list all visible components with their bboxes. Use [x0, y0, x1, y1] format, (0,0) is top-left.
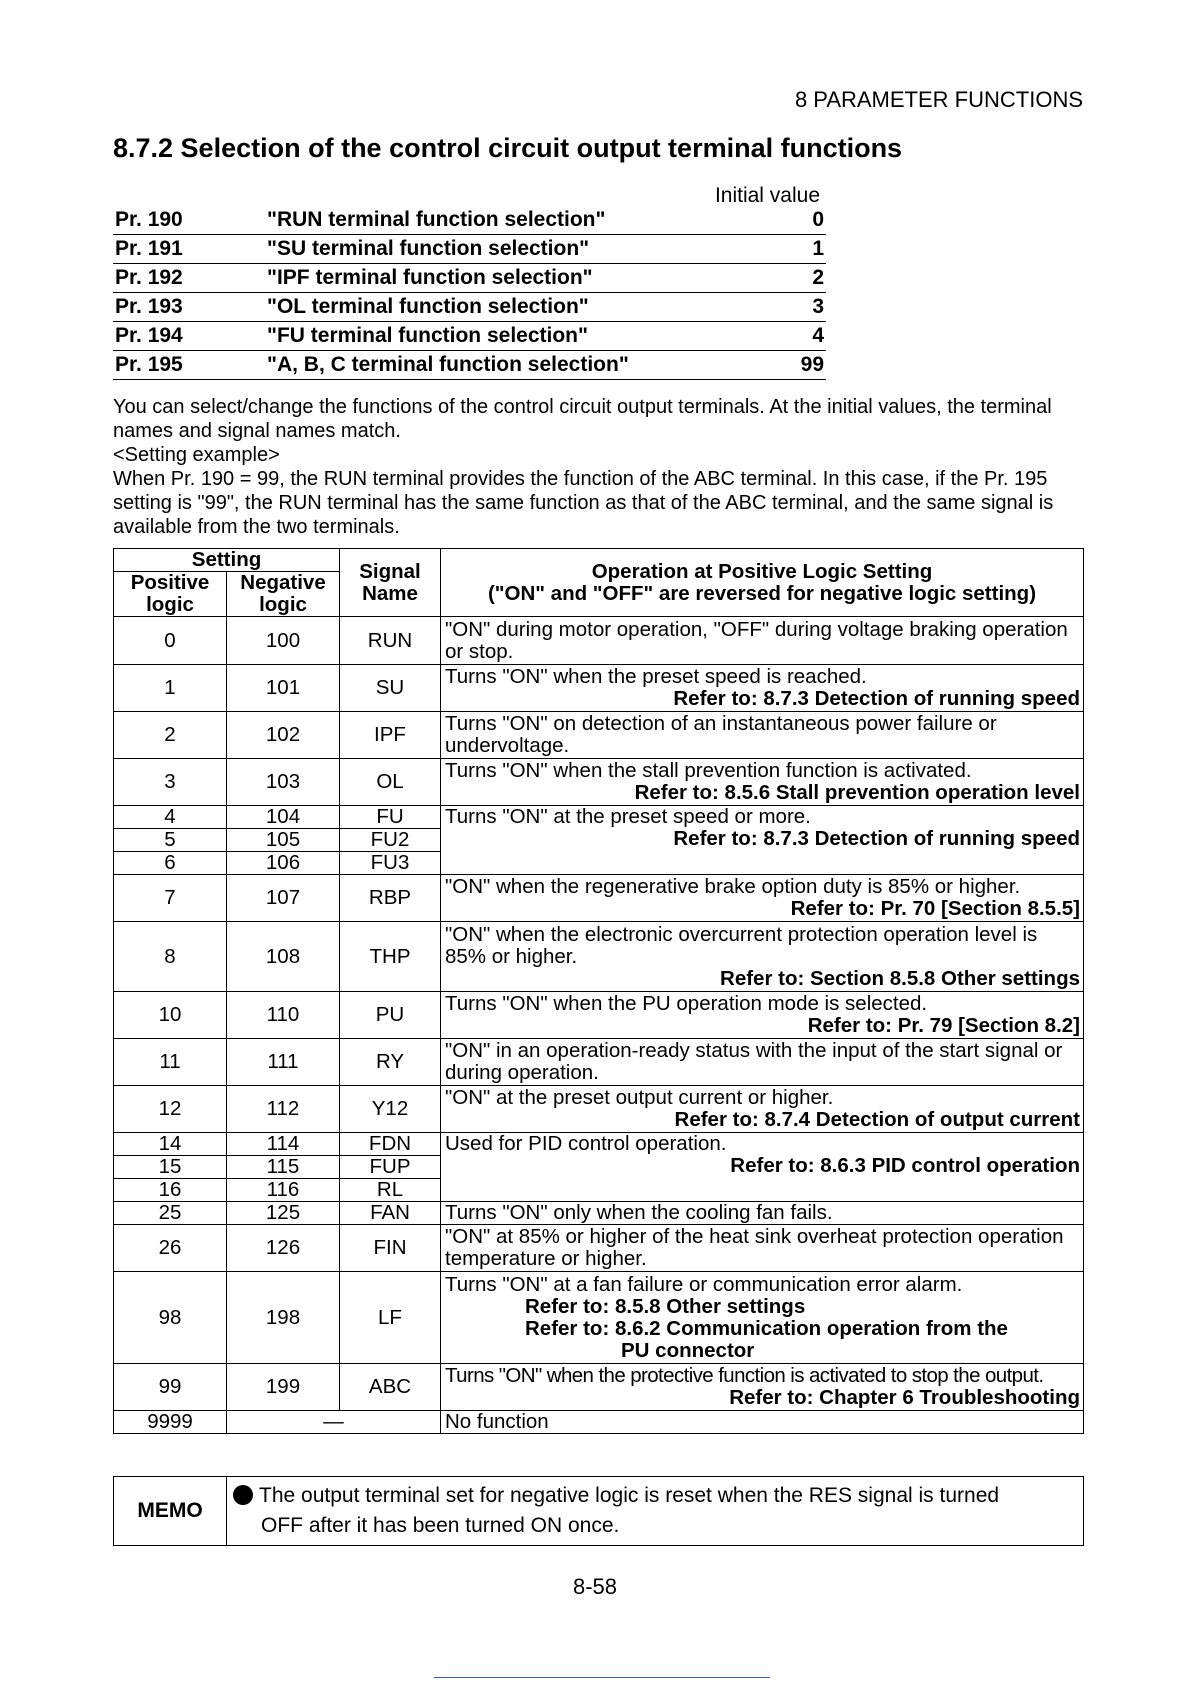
negative-value: 126 [227, 1225, 340, 1272]
param-number: Pr. 194 [113, 322, 265, 351]
operation-cell [441, 875, 1084, 922]
operation-description: Turns "ON" at a fan failure or communication error alarm. [445, 1272, 963, 1296]
operation-description: "ON" during motor operation, "OFF" during voltage braking operation or stop. [441, 617, 1084, 665]
negative-value: 199 [227, 1364, 340, 1411]
signal-name: IPF [340, 712, 441, 759]
signal-name: Y12 [340, 1086, 441, 1133]
reference-note: Refer to: 8.7.3 Detection of running speed [673, 827, 1080, 850]
operation-cell [441, 1272, 1084, 1364]
signal-name: RUN [340, 617, 441, 665]
positive-value: 0 [114, 617, 227, 665]
operation-header [441, 549, 1084, 617]
table-row [114, 1133, 1084, 1156]
signal-name: RBP [340, 875, 441, 922]
operation-cell [441, 1364, 1084, 1411]
page-number: 8-58 [572, 1574, 618, 1599]
setting-example-heading: <Setting example> [113, 444, 280, 466]
signal-name: ABC [340, 1364, 441, 1411]
negative-value: 102 [227, 712, 340, 759]
negative-value: 101 [227, 665, 340, 712]
operation-cell [441, 922, 1084, 992]
reference-note-continued: PU connector [621, 1338, 755, 1362]
function-table [113, 548, 1084, 1434]
signal-name: SU [340, 665, 441, 712]
operation-description: Turns "ON" when the PU operation mode is selected. [445, 992, 928, 1015]
table-row [114, 922, 1084, 992]
table-row [114, 712, 1084, 759]
negative-value: 115 [227, 1156, 340, 1179]
memo-box [113, 1476, 1084, 1546]
param-name: "A, B, C terminal function selection" [265, 351, 742, 380]
positive-logic-header: Positive logic [114, 572, 227, 617]
param-name: "IPF terminal function selection" [265, 264, 742, 293]
chapter-header: 8 PARAMETER FUNCTIONS [794, 87, 1083, 112]
table-row [114, 1364, 1084, 1411]
positive-value: 12 [114, 1086, 227, 1133]
operation-cell [441, 665, 1084, 712]
table-row [114, 1086, 1084, 1133]
positive-value: 8 [114, 922, 227, 992]
initial-value-label: Initial value [714, 184, 820, 207]
negative-logic-header: Negative logic [227, 572, 340, 617]
param-name: "FU terminal function selection" [265, 322, 742, 351]
footer-divider [434, 1677, 770, 1678]
operation-cell [441, 1086, 1084, 1133]
param-row [113, 206, 826, 235]
memo-content [227, 1477, 1084, 1546]
reference-note: Refer to: Pr. 79 [Section 8.2] [807, 1014, 1080, 1037]
parameter-list [113, 206, 826, 380]
table-row [114, 875, 1084, 922]
intro-paragraph: When Pr. 190 = 99, the RUN terminal provides the function of the ABC terminal. In this case, if the Pr. 195 setting is "99", the RUN terminal has the same function as that of the ABC terminal, and the same signal is available from the two terminals. [113, 468, 1054, 538]
intro-paragraph: You can select/change the functions of the control circuit output terminals. At the initial values, the terminal names and signal names match. [113, 396, 1052, 442]
table-row [114, 1225, 1084, 1272]
positive-value: 10 [114, 992, 227, 1039]
operation-description: Turns "ON" when the preset speed is reached. [445, 665, 867, 688]
negative-value: 100 [227, 617, 340, 665]
positive-value: 6 [114, 852, 227, 875]
reference-note: Refer to: Chapter 6 Troubleshooting [729, 1386, 1080, 1409]
operation-description: No function [441, 1411, 1084, 1434]
signal-name: RL [340, 1179, 441, 1202]
positive-value: 4 [114, 806, 227, 829]
negative-value: 114 [227, 1133, 340, 1156]
signal-name: FIN [340, 1225, 441, 1272]
intro-text [113, 395, 1093, 539]
bullet-icon [233, 1485, 253, 1505]
operation-description: "ON" in an operation-ready status with the input of the start signal or during operation. [441, 1039, 1084, 1086]
signal-name: FAN [340, 1202, 441, 1225]
operation-cell [441, 992, 1084, 1039]
param-initial-value: 1 [742, 235, 826, 264]
memo-text: The output terminal set for negative logic is reset when the RES signal is turned [259, 1484, 1000, 1507]
negative-value: 105 [227, 829, 340, 852]
positive-value: 15 [114, 1156, 227, 1179]
operation-description: Turns "ON" on detection of an instantaneous power failure or undervoltage. [441, 712, 1084, 759]
operation-description: Turns "ON" when the protective function is activated to stop the output. [445, 1364, 1044, 1387]
setting-header: Setting [114, 549, 340, 572]
operation-description: "ON" when the electronic overcurrent protection operation level is 85% or higher. [445, 922, 1038, 968]
signal-name: RY [340, 1039, 441, 1086]
param-row [113, 322, 826, 351]
param-number: Pr. 193 [113, 293, 265, 322]
signal-name: OL [340, 759, 441, 806]
table-row [114, 1039, 1084, 1086]
negative-value: 116 [227, 1179, 340, 1202]
positive-value: 9999 [114, 1411, 227, 1434]
table-row [114, 1202, 1084, 1225]
negative-value: 110 [227, 992, 340, 1039]
positive-value: 98 [114, 1272, 227, 1364]
param-name: "RUN terminal function selection" [265, 206, 742, 235]
positive-value: 5 [114, 829, 227, 852]
negative-value: 103 [227, 759, 340, 806]
operation-header-note: ("ON" and "OFF" are reversed for negative logic setting) [487, 581, 1037, 605]
operation-description: "ON" at 85% or higher of the heat sink overheat protection operation temperature or higher. [441, 1225, 1084, 1272]
param-name: "SU terminal function selection" [265, 235, 742, 264]
reference-note: Refer to: 8.7.4 Detection of output current [674, 1108, 1080, 1131]
positive-value: 16 [114, 1179, 227, 1202]
operation-description: Used for PID control operation. [445, 1132, 727, 1155]
signal-name-header: Signal Name [340, 549, 441, 617]
param-number: Pr. 192 [113, 264, 265, 293]
param-initial-value: 4 [742, 322, 826, 351]
positive-value: 7 [114, 875, 227, 922]
param-row [113, 293, 826, 322]
param-initial-value: 99 [742, 351, 826, 380]
param-initial-value: 3 [742, 293, 826, 322]
table-row [114, 806, 1084, 829]
param-initial-value: 0 [742, 206, 826, 235]
reference-note: Refer to: 8.5.8 Other settings [525, 1294, 806, 1318]
reference-note: Refer to: Section 8.5.8 Other settings [720, 966, 1080, 990]
reference-note: Refer to: 8.7.3 Detection of running speed [673, 687, 1080, 710]
table-row [114, 1272, 1084, 1364]
signal-name: LF [340, 1272, 441, 1364]
negative-value: 106 [227, 852, 340, 875]
param-row [113, 235, 826, 264]
signal-name: PU [340, 992, 441, 1039]
negative-value: 112 [227, 1086, 340, 1133]
signal-name: FU2 [340, 829, 441, 852]
signal-name: FU3 [340, 852, 441, 875]
negative-value: 125 [227, 1202, 340, 1225]
table-header-row [114, 549, 1084, 572]
operation-cell [441, 759, 1084, 806]
positive-value: 1 [114, 665, 227, 712]
positive-value: 14 [114, 1133, 227, 1156]
table-row [114, 1411, 1084, 1434]
negative-value: 104 [227, 806, 340, 829]
operation-description: Turns "ON" when the stall prevention function is activated. [445, 759, 972, 782]
positive-value: 26 [114, 1225, 227, 1272]
operation-description: Turns "ON" at the preset speed or more. [445, 805, 811, 828]
not-applicable-dash: — [227, 1411, 441, 1434]
param-row [113, 264, 826, 293]
negative-value: 107 [227, 875, 340, 922]
reference-note: Refer to: 8.6.3 PID control operation [730, 1154, 1080, 1177]
signal-name: FUP [340, 1156, 441, 1179]
operation-description: "ON" when the regenerative brake option duty is 85% or higher. [445, 875, 1021, 898]
positive-value: 3 [114, 759, 227, 806]
reference-note: Refer to: 8.6.2 Communication operation from the [525, 1316, 1008, 1340]
operation-description: Turns "ON" only when the cooling fan fails. [441, 1202, 1084, 1225]
signal-name: FU [340, 806, 441, 829]
table-row [114, 665, 1084, 712]
operation-header-title: Operation at Positive Logic Setting [591, 559, 933, 583]
positive-value: 25 [114, 1202, 227, 1225]
param-number: Pr. 190 [113, 206, 265, 235]
table-row [114, 617, 1084, 665]
negative-value: 198 [227, 1272, 340, 1364]
signal-name: THP [340, 922, 441, 992]
table-row [114, 992, 1084, 1039]
section-title: 8.7.2 Selection of the control circuit output terminal functions [113, 133, 903, 163]
positive-value: 2 [114, 712, 227, 759]
param-number: Pr. 195 [113, 351, 265, 380]
memo-text-continued: OFF after it has been turned ON once. [261, 1514, 620, 1537]
operation-cell [441, 806, 1084, 875]
negative-value: 108 [227, 922, 340, 992]
reference-note: Refer to: Pr. 70 [Section 8.5.5] [790, 897, 1080, 920]
positive-value: 11 [114, 1039, 227, 1086]
positive-value: 99 [114, 1364, 227, 1411]
param-number: Pr. 191 [113, 235, 265, 264]
param-row [113, 351, 826, 380]
param-initial-value: 2 [742, 264, 826, 293]
table-row [114, 759, 1084, 806]
operation-description: "ON" at the preset output current or higher. [445, 1086, 834, 1109]
negative-value: 111 [227, 1039, 340, 1086]
operation-cell [441, 1133, 1084, 1202]
param-name: "OL terminal function selection" [265, 293, 742, 322]
reference-note: Refer to: 8.5.6 Stall prevention operation level [634, 781, 1080, 804]
memo-label: MEMO [114, 1477, 227, 1546]
signal-name: FDN [340, 1133, 441, 1156]
